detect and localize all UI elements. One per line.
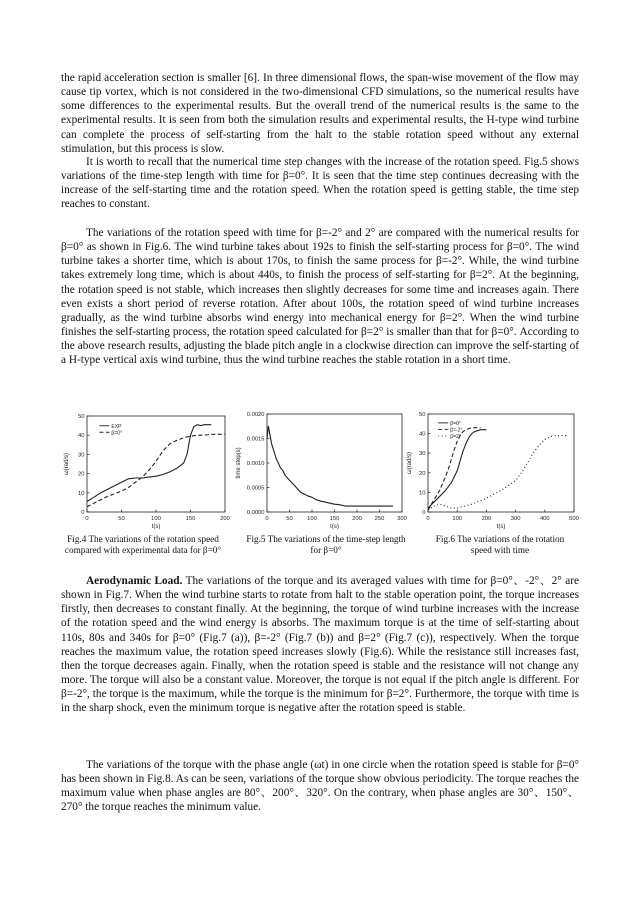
fig5-svg — [233, 408, 408, 532]
x-tick-label: 50 — [118, 516, 125, 522]
paragraph-3: The variations of the rotation speed with time for β=-2° and 2° are compared with the numerical results for β=0° as shown in Fig.6. The wind turbine takes about 192s to finish the self-starting process for β=0°. The wind turbine takes a shorter time, which is about 170s, to finish the same process for β=-2°. While, the wind turbine takes extremely long time, which is about 440s, to finish the process of self-starting for β=2°. At the beginning, the rotation speed is not stable, which increases then slightly decreases for some time and increases again. There even exists a short period of reverse rotation. After about 100s, the rotation speed of wind turbine increases gradually, as the wind turbine absorbs wind energy into mechanical energy for β=2°. When the wind turbine finishes the self-starting process, the rotation speed calculated for β=2° is smaller than that for β=0°. According to the above research results, adjusting the blade pitch angle in a clockwise direction can improve the self-starting of a H-type vertical axis wind turbine, thus the wind turbine reaches the stable rotation in a short time. — [61, 227, 579, 367]
x-tick-label: 200 — [352, 516, 362, 522]
fig5-caption: Fig.5 The variations of the time-step length for β=0° — [246, 534, 406, 556]
fig6-caption: Fig.6 The variations of the rotation speed with time — [435, 534, 565, 556]
y-tick-label: 30 — [419, 451, 426, 458]
plot-frame — [267, 414, 402, 512]
chart-axes — [236, 412, 407, 530]
x-tick-label: 300 — [510, 516, 521, 522]
y-tick-label: 0.0020 — [246, 412, 265, 418]
y-tick-label: 0.0015 — [246, 436, 265, 443]
y-tick-label: 30 — [78, 452, 85, 459]
x-tick-label: 300 — [397, 516, 407, 522]
x-tick-label: 0 — [85, 516, 89, 522]
paragraph-4 — [61, 574, 579, 716]
paragraph-2: It is worth to recall that the numerical time step changes with the increase of the rotation speed. Fig.5 shows variations of the time-step length with time for β=0°. It is seen that the time step continues decreasing with the increase of the self-starting time and the rotation speed. When the rotation speed is getting stable, the time step reaches to constant. — [61, 156, 579, 211]
legend-label: β=0° — [111, 430, 122, 437]
chart-legend — [438, 421, 462, 440]
paragraph-1: the rapid acceleration section is smaller [6]. In three dimensional flows, the span-wise movement of the flow may cause tip vortex, which is not considered in the two-dimensional CFD simulations, so the numerical results have some differences to the experimental results. But the overall trend of the numerical results is the same to the experimental results. It is seen from both the simulation results and experimental results, the H-type wind turbine can complete the process of self-starting from the halt to the stable rotation speed without any external stimulation, but this process is slow. — [61, 72, 579, 155]
x-axis-label: t(s) — [330, 524, 339, 530]
y-tick-label: 0.0000 — [246, 510, 265, 516]
series-line-1 — [428, 428, 481, 510]
chart-axes — [64, 414, 230, 530]
x-tick-label: 250 — [374, 516, 385, 522]
x-axis-label: t(s) — [151, 524, 161, 530]
legend-label: β=2° — [450, 433, 461, 440]
legend-label: β=-2° — [450, 427, 463, 434]
y-tick-label: 20 — [419, 470, 426, 477]
x-tick-label: 100 — [151, 516, 161, 522]
x-tick-label: 150 — [329, 516, 340, 522]
x-tick-label: 100 — [452, 516, 463, 522]
y-tick-label: 20 — [78, 471, 85, 478]
series-line-2 — [428, 433, 568, 510]
chart-legend — [99, 424, 122, 437]
x-tick-label: 0 — [265, 516, 269, 522]
fig5-chart — [233, 408, 408, 532]
y-tick-label: 0.0010 — [246, 461, 265, 467]
y-tick-label: 10 — [419, 490, 426, 497]
chart-axes — [407, 412, 579, 530]
y-tick-label: 50 — [419, 412, 426, 418]
y-axis-label: time step(s) — [236, 447, 242, 479]
series-line-0 — [267, 426, 393, 506]
y-tick-label: 0.0005 — [246, 485, 265, 492]
plot-frame — [87, 416, 225, 512]
fig4-caption: Fig.4 The variations of the rotation speed compared with experimental data for β=0° — [64, 534, 222, 556]
series-line-1 — [87, 434, 225, 507]
paragraph-4-body: The variations of the torque and its averaged values with time for β=0°、-2°、2° are shown in Fig.7. When the wind turbine starts to rotate from halt to the stable operation point, the torque increases firstly, then decreases to constant finally. At the beginning, the torque of wind turbine increases with the increase of the rotation speed and the wind energy is absorbs. The maximum torque is at the time of self-starting about 110s, 80s and 340s for β=0° (Fig.7 (a)), β=-2° (Fig.7 (b)) and β=2° (Fig.7 (c)), respectively. When the torque reaches the maximum value, the rotation speed increases slowly (Fig.6). While the resistance still increases fast, then the torque decreases again. Finally, when the rotation speed is stable and the resistance will not change any more. The torque will also be a constant value. Moreover, the torque is not equal if the pitch angle is different. For β=-2°, the torque is the maximum, while the torque is the minimum for β=2°. Furthermore, the torque with time is in the sharp shock, even the minimum torque is negative after the rotation speed is stable. — [61, 575, 579, 715]
x-tick-label: 50 — [286, 516, 293, 522]
x-tick-label: 150 — [185, 516, 196, 522]
fig6-chart — [404, 408, 580, 532]
y-tick-label: 40 — [78, 433, 85, 440]
x-tick-label: 200 — [481, 516, 492, 522]
x-tick-label: 500 — [569, 516, 579, 522]
x-tick-label: 400 — [539, 516, 550, 522]
y-axis-label: ω(rad/s) — [407, 451, 413, 475]
section-heading-aerodynamic-load: Aerodynamic Load. — [86, 575, 183, 587]
fig4-svg — [61, 410, 231, 532]
x-tick-label: 100 — [307, 516, 317, 522]
y-tick-label: 0 — [422, 510, 426, 516]
x-tick-label: 0 — [426, 516, 430, 522]
legend-label: β=0° — [450, 420, 461, 427]
fig6-svg — [404, 408, 580, 532]
x-tick-label: 200 — [220, 516, 230, 522]
fig4-chart — [61, 410, 231, 532]
legend-label: EXP — [111, 423, 122, 430]
y-tick-label: 40 — [419, 431, 426, 438]
y-tick-label: 0 — [81, 510, 85, 516]
y-tick-label: 10 — [78, 490, 85, 497]
y-tick-label: 50 — [78, 414, 85, 420]
y-axis-label: ω(rad/s) — [64, 452, 70, 476]
paragraph-5: The variations of the torque with the phase angle (ωt) in one circle when the rotation speed is stable for β=0° has been shown in Fig.8. As can be seen, variations of the torque show obvious periodicity. The torque reaches the maximum value when phase angles are 80°、200°、320°. On the contrary, when phase angles are 30°、150°、270° the torque reaches the minimum value. — [61, 759, 579, 814]
x-axis-label: t(s) — [496, 524, 506, 530]
